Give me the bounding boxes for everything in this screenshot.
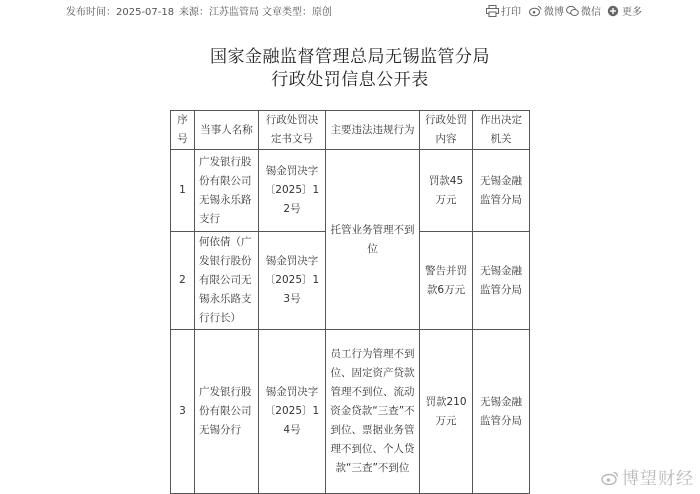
penalty-table <box>170 110 530 494</box>
weibo-icon <box>529 5 542 17</box>
cell-doc-no: 锡金罚决字〔2025〕13号 <box>259 232 326 330</box>
cell-authority: 无锡金融监管分局 <box>473 150 530 232</box>
publish-time: 发布时间：2025-07-18 <box>66 7 175 18</box>
weibo-icon <box>601 471 619 485</box>
cell-penalty: 罚款210万元 <box>420 330 473 494</box>
header-cell: 主要违法违规行为 <box>326 111 420 150</box>
cell-doc-no: 锡金罚决字〔2025〕12号 <box>259 150 326 232</box>
cell-no: 2 <box>171 232 195 330</box>
cell-party: 何依倩（广发银行股份有限公司无锡永乐路支行行长） <box>195 232 259 330</box>
table-header-row <box>171 111 530 150</box>
cell-party: 广发银行股份有限公司无锡永乐路支行 <box>195 150 259 232</box>
print-button[interactable]: 打印 <box>486 3 521 18</box>
table-row <box>171 330 530 494</box>
cell-penalty: 警告并罚款6万元 <box>420 232 473 330</box>
cell-no: 3 <box>171 330 195 494</box>
cell-party: 广发银行股份有限公司无锡分行 <box>195 330 259 494</box>
document-title: 国家金融监督管理总局无锡监管分局 <box>210 47 490 67</box>
share-wechat-button[interactable]: 微信 <box>566 3 601 18</box>
header-cell: 当事人名称 <box>195 111 259 150</box>
cell-authority: 无锡金融监管分局 <box>473 232 530 330</box>
header-cell: 行政处罚内容 <box>420 111 473 150</box>
header-cell: 序号 <box>171 111 195 150</box>
watermark: 博望财经 <box>601 464 694 489</box>
cell-penalty: 罚款45万元 <box>420 150 473 232</box>
article-type: 文章类型：原创 <box>262 7 332 18</box>
cell-violation: 托管业务管理不到位 <box>326 150 420 330</box>
article-meta-bar <box>0 0 700 22</box>
cell-doc-no: 锡金罚决字〔2025〕14号 <box>259 330 326 494</box>
plus-circle-icon <box>607 5 620 17</box>
wechat-icon <box>566 5 579 17</box>
header-cell: 作出决定机关 <box>473 111 530 150</box>
printer-icon <box>486 5 499 17</box>
cell-authority: 无锡金融监管分局 <box>473 330 530 494</box>
header-cell: 行政处罚决定书文号 <box>259 111 326 150</box>
source: 来源：江苏监管局 <box>179 7 259 18</box>
table-row <box>171 150 530 232</box>
share-more-button[interactable]: 更多 <box>607 3 642 18</box>
share-weibo-button[interactable]: 微博 <box>529 3 564 18</box>
cell-no: 1 <box>171 150 195 232</box>
cell-violation: 员工行为管理不到位、固定资产贷款管理不到位、流动资金贷款“三查”不到位、票据业务管理不到位、个人贷款“三查”不到位 <box>326 330 420 494</box>
document-subtitle: 行政处罚信息公开表 <box>271 70 429 90</box>
